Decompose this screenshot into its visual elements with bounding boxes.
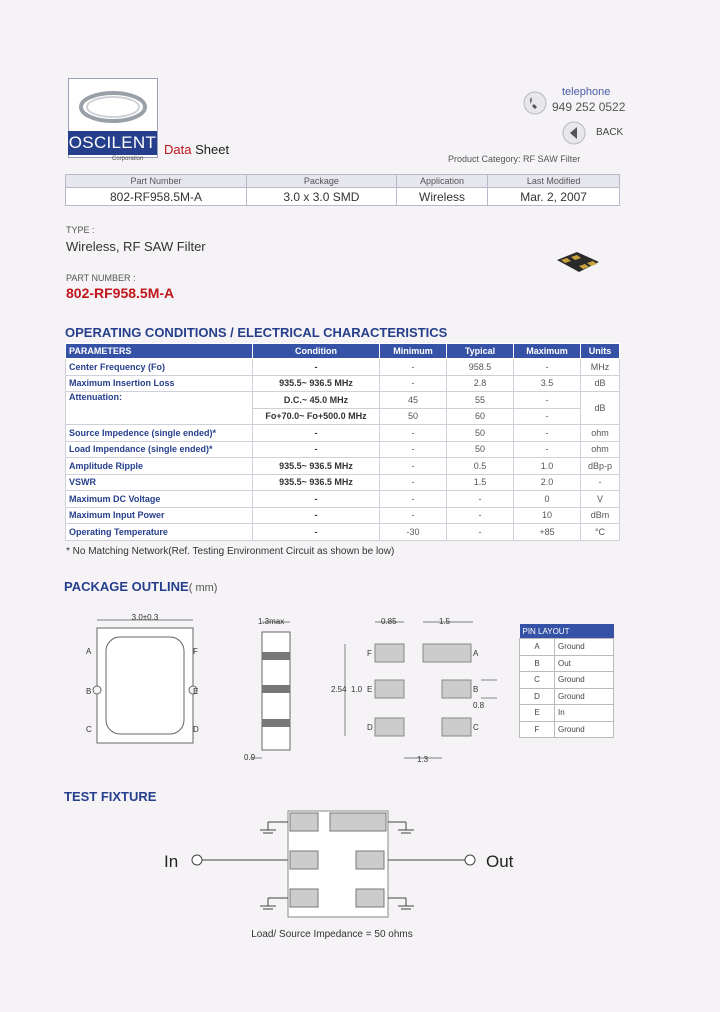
package-title: PACKAGE OUTLINE( mm) (64, 579, 218, 594)
type-value: Wireless, RF SAW Filter (66, 239, 206, 254)
summary-table (65, 174, 620, 206)
svg-text:0.85: 0.85 (381, 617, 397, 626)
svg-text:D: D (193, 725, 199, 734)
package-top-view (80, 608, 210, 758)
pin-layout-table (519, 624, 614, 738)
component-image (553, 248, 603, 276)
svg-text:A: A (86, 647, 92, 656)
spec-header: Minimum (380, 344, 447, 359)
ring-logo-icon (69, 79, 157, 134)
telephone-icon (522, 90, 548, 116)
part-number-label: PART NUMBER : (66, 273, 136, 283)
table-row: Operating Temperature - -30 - +85 °C (66, 524, 620, 541)
table-row: Center Frequency (Fo) - - 958.5 - MHz (66, 359, 620, 376)
svg-text:D: D (367, 723, 373, 732)
svg-text:1.3: 1.3 (417, 755, 429, 764)
table-row: C Ground (520, 672, 614, 689)
summary-header: Part Number (66, 175, 247, 188)
package-side-view (238, 612, 308, 767)
svg-text:C: C (86, 725, 92, 734)
product-category: Product Category: RF SAW Filter (448, 154, 581, 164)
svg-text:B: B (86, 687, 92, 696)
summary-value: Mar. 2, 2007 (488, 188, 620, 206)
telephone-number[interactable]: 949 252 0522 (552, 100, 626, 114)
svg-text:B: B (473, 685, 479, 694)
svg-text:E: E (367, 685, 373, 694)
doc-title: Data Sheet (164, 142, 230, 157)
svg-text:0.8: 0.8 (473, 701, 485, 710)
spec-header: Condition (253, 344, 380, 359)
table-row: Maximum Insertion Loss 935.5~ 936.5 MHz - 2.8 3.5 dB (66, 375, 620, 392)
spec-title: OPERATING CONDITIONS / ELECTRICAL CHARACTERISTICS (65, 325, 448, 340)
svg-text:Out: Out (486, 852, 514, 871)
summary-value: Wireless (396, 188, 487, 206)
table-row: Source Impedence (single ended)* - - 50 - ohm (66, 425, 620, 442)
table-row: Attenuation: D.C.~ 45.0 MHz 45 55 - dB (66, 392, 620, 409)
table-row: D Ground (520, 688, 614, 705)
spec-header: Maximum (514, 344, 581, 359)
table-row: Maximum Input Power - - - 10 dBm (66, 507, 620, 524)
spec-table (65, 343, 620, 541)
test-fixture-title: TEST FIXTURE (64, 789, 157, 804)
table-row: F Ground (520, 721, 614, 738)
telephone-label: telephone (562, 86, 611, 98)
svg-text:3.0±0.3: 3.0±0.3 (131, 613, 159, 622)
spec-header: Units (581, 344, 620, 359)
svg-text:1.0: 1.0 (351, 685, 363, 694)
svg-text:A: A (473, 649, 479, 658)
table-row: B Out (520, 655, 614, 672)
type-label: TYPE : (66, 225, 95, 235)
brand-name: OSCILENT (68, 131, 157, 155)
svg-text:F: F (193, 647, 198, 656)
summary-header: Package (246, 175, 396, 188)
svg-text:F: F (367, 649, 372, 658)
table-row: A Ground (520, 639, 614, 656)
spec-header: Typical (447, 344, 514, 359)
test-fixture-diagram (160, 805, 540, 945)
summary-value: 802-RF958.5M-A (66, 188, 247, 206)
svg-text:In: In (164, 852, 179, 871)
back-arrow-icon[interactable] (562, 121, 586, 145)
brand-corp: Corporation (112, 156, 144, 162)
part-number-value: 802-RF958.5M-A (66, 285, 175, 301)
back-link[interactable]: BACK (596, 127, 624, 138)
table-row: Maximum DC Voltage - - - 0 V (66, 491, 620, 508)
svg-text:1.5: 1.5 (439, 617, 451, 626)
svg-text:1.3max: 1.3max (258, 617, 285, 626)
table-row: E In (520, 705, 614, 722)
summary-header: Application (396, 175, 487, 188)
summary-value: 3.0 x 3.0 SMD (246, 188, 396, 206)
package-footprint (325, 612, 515, 767)
svg-text:C: C (473, 723, 479, 732)
table-row: Load Impendance (single ended)* - - 50 - ohm (66, 441, 620, 458)
svg-text:E: E (193, 687, 199, 696)
spec-header: PARAMETERS (66, 344, 253, 359)
table-row: Amplitude Ripple 935.5~ 936.5 MHz - 0.5 1.0 dBp-p (66, 458, 620, 475)
pin-layout-title: PIN LAYOUT (520, 624, 614, 639)
spec-note: * No Matching Network(Ref. Testing Environment Circuit as shown be low) (66, 546, 395, 557)
svg-text:2.54: 2.54 (331, 685, 347, 694)
summary-header: Last Modified (488, 175, 620, 188)
svg-text:0.9: 0.9 (244, 753, 256, 762)
table-row: VSWR 935.5~ 936.5 MHz - 1.5 2.0 - (66, 474, 620, 491)
svg-text:Load/ Source Impedance = 50 oh: Load/ Source Impedance = 50 ohms (251, 929, 413, 940)
table-row: Fo+70.0~ Fo+500.0 MHz 50 60 - (66, 408, 620, 425)
